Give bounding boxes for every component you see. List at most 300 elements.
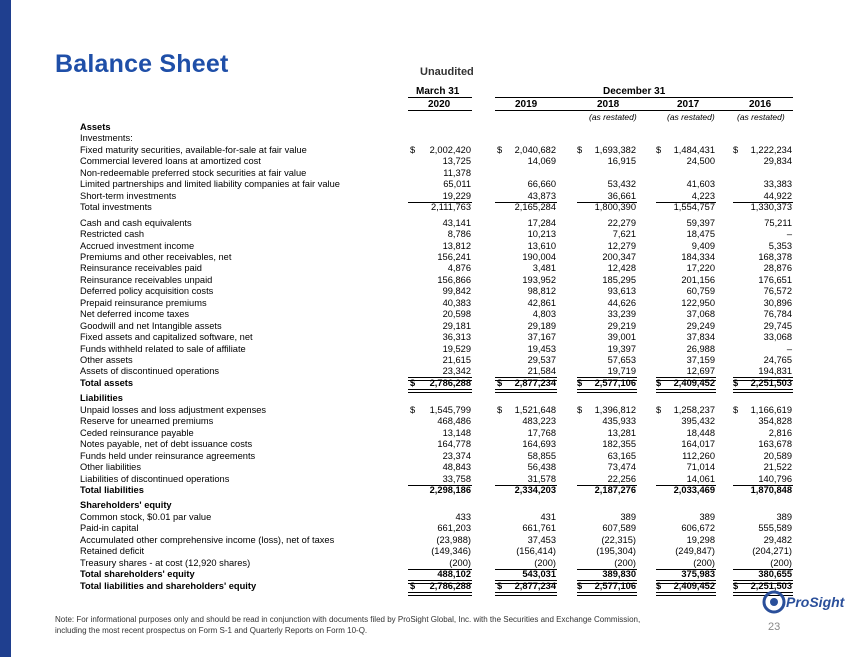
march31-underline <box>408 97 472 98</box>
value-cell: 13,281 <box>607 427 636 438</box>
prosight-logo <box>762 588 845 618</box>
value-cell: 17,768 <box>527 427 556 438</box>
row-label: Commercial levered loans at amortized cost <box>80 156 261 167</box>
table-row <box>0 252 850 263</box>
value-cell: 21,584 <box>527 366 556 377</box>
total-rule <box>656 377 716 381</box>
table-row <box>0 218 850 229</box>
value-cell: 24,500 <box>686 156 715 167</box>
value-cell: 661,761 <box>522 523 556 534</box>
value-cell: 2,111,763 <box>431 202 471 213</box>
value-cell: 140,796 <box>758 473 792 484</box>
currency-symbol: $ <box>497 404 503 415</box>
row-label: Liabilities <box>80 393 123 404</box>
value-cell: 57,653 <box>607 355 636 365</box>
value-cell: 71,014 <box>686 462 715 473</box>
value-cell: 18,448 <box>686 427 715 438</box>
value-cell: 433 <box>455 511 471 522</box>
value-cell: 2,577,106 <box>594 580 636 591</box>
value-cell: 1,693,382 <box>594 144 636 155</box>
row-label: Assets of discontinued operations <box>80 366 220 377</box>
value-cell: 168,378 <box>758 251 792 262</box>
value-cell: 37,068 <box>686 309 715 320</box>
total-rule <box>408 377 472 381</box>
value-cell: 389 <box>699 511 715 522</box>
currency-symbol: $ <box>656 144 662 155</box>
double-underline <box>495 389 557 393</box>
table-row <box>0 275 850 286</box>
value-cell: 29,537 <box>527 355 556 365</box>
value-cell: 389 <box>620 511 636 522</box>
value-cell: (22,315) <box>601 534 636 545</box>
value-cell: 606,672 <box>681 523 715 534</box>
table-row <box>0 462 850 473</box>
value-cell: 29,249 <box>686 320 715 331</box>
value-cell: 59,397 <box>686 217 715 228</box>
value-cell: 19,229 <box>442 190 471 201</box>
value-cell: 29,834 <box>763 156 792 167</box>
value-cell: 29,745 <box>763 320 792 331</box>
year-2017: 2017 <box>677 99 700 110</box>
unaudited-label: Unaudited <box>420 66 474 78</box>
value-cell: 30,896 <box>763 297 792 308</box>
page-title: Balance Sheet <box>55 50 229 78</box>
value-cell: 56,438 <box>527 462 556 473</box>
value-cell: 2,165,284 <box>514 202 556 213</box>
value-cell: 12,428 <box>607 263 636 274</box>
value-cell: 2,786,288 <box>429 377 471 388</box>
value-cell: 4,223 <box>691 190 715 201</box>
total-rule <box>408 580 472 584</box>
value-cell: 48,843 <box>442 462 471 473</box>
row-label: Funds held under reinsurance agreements <box>80 450 256 461</box>
value-cell: 37,167 <box>527 332 556 343</box>
row-label: Total investments <box>80 202 152 213</box>
restated-2017: (as restated) <box>667 112 715 122</box>
currency-symbol: $ <box>497 580 503 591</box>
table-row <box>0 156 850 167</box>
currency-symbol: $ <box>656 377 662 388</box>
row-label: Non-redeemable preferred stock securities at fair value <box>80 167 307 178</box>
currency-symbol: $ <box>497 377 503 388</box>
value-cell: 431 <box>540 511 556 522</box>
double-underline <box>656 389 716 393</box>
value-cell: 661,203 <box>437 523 471 534</box>
value-cell: 33,758 <box>442 473 471 484</box>
value-cell: 1,222,234 <box>750 144 792 155</box>
value-cell: 39,001 <box>607 332 636 343</box>
value-cell: 29,189 <box>527 320 556 331</box>
value-cell: 19,529 <box>442 343 471 354</box>
table-row <box>0 332 850 343</box>
currency-symbol: $ <box>733 144 739 155</box>
row-label: Reinsurance receivables unpaid <box>80 274 213 285</box>
value-cell: 194,831 <box>758 366 792 377</box>
value-cell: 73,474 <box>607 462 636 473</box>
row-label: Cash and cash equivalents <box>80 217 192 228</box>
currency-symbol: $ <box>577 377 583 388</box>
value-cell: 60,759 <box>686 286 715 297</box>
value-cell: 7,621 <box>612 229 636 240</box>
value-cell: 28,876 <box>763 263 792 274</box>
value-cell: 164,778 <box>437 439 471 450</box>
value-cell: 2,251,503 <box>750 580 792 591</box>
value-cell: 19,397 <box>607 343 636 354</box>
row-label: Premiums and other receivables, net <box>80 251 232 262</box>
value-cell: 1,330,373 <box>750 202 792 213</box>
table-row <box>0 405 850 416</box>
total-rule <box>495 580 557 584</box>
row-label: Paid-in capital <box>80 523 139 534</box>
value-cell: 1,521,648 <box>514 404 556 415</box>
value-cell: 389 <box>776 511 792 522</box>
value-cell: 42,861 <box>527 297 556 308</box>
value-cell: 468,486 <box>437 416 471 427</box>
row-label: Accumulated other comprehensive income (loss), net of taxes <box>80 534 335 545</box>
value-cell: 1,800,390 <box>594 202 636 213</box>
value-cell: 31,578 <box>527 473 556 484</box>
restated-2018: (as restated) <box>589 112 637 122</box>
total-rule <box>577 377 637 381</box>
value-cell: 16,915 <box>607 156 636 167</box>
row-label: Other liabilities <box>80 462 141 473</box>
value-cell: 41,603 <box>686 179 715 190</box>
value-cell: 190,004 <box>522 251 556 262</box>
value-cell: 164,017 <box>681 439 715 450</box>
row-label: Common stock, $0.01 par value <box>80 511 212 522</box>
value-cell: 75,211 <box>764 217 792 228</box>
value-cell: 26,988 <box>686 343 715 354</box>
value-cell: 29,482 <box>763 534 792 545</box>
logo-text: ProSight <box>786 594 845 610</box>
value-cell: 122,950 <box>681 297 715 308</box>
value-cell: 33,239 <box>607 309 636 320</box>
value-cell: 555,589 <box>758 523 792 534</box>
value-cell: 156,866 <box>437 274 471 285</box>
value-cell: 33,068 <box>763 332 792 343</box>
row-label: Investments: <box>80 133 133 144</box>
currency-symbol: $ <box>410 377 416 388</box>
value-cell: 389,830 <box>602 569 636 580</box>
value-cell: 76,784 <box>763 309 792 320</box>
year-2016: 2016 <box>749 99 772 110</box>
value-cell: (200) <box>693 557 715 568</box>
year-2018: 2018 <box>597 99 620 110</box>
currency-symbol: $ <box>577 144 583 155</box>
value-cell: 37,159 <box>686 355 715 365</box>
currency-symbol: $ <box>577 580 583 591</box>
row-label: Total shareholders' equity <box>80 569 195 580</box>
value-cell: 2,002,420 <box>429 144 471 155</box>
table-row <box>0 569 850 580</box>
year-2020: 2020 <box>428 99 451 110</box>
currency-symbol: $ <box>497 144 503 155</box>
table-row <box>0 500 850 511</box>
row-label: Retained deficit <box>80 546 145 557</box>
row-label: Total assets <box>80 377 134 388</box>
value-cell: 1,554,757 <box>673 202 715 213</box>
value-cell: 24,765 <box>763 355 792 365</box>
row-label: Total liabilities and shareholders' equity <box>80 580 257 591</box>
value-cell: (249,847) <box>675 546 715 557</box>
year-underline-dec <box>495 110 793 111</box>
row-label: Restricted cash <box>80 229 145 240</box>
row-label: Other assets <box>80 355 133 365</box>
total-rule <box>577 580 637 584</box>
double-underline <box>577 592 637 596</box>
value-cell: 200,347 <box>602 251 636 262</box>
row-label: Liabilities of discontinued operations <box>80 473 230 484</box>
value-cell: 2,786,288 <box>429 580 471 591</box>
table-row <box>0 393 850 404</box>
value-cell: 21,615 <box>442 355 471 365</box>
value-cell: 65,011 <box>443 179 471 190</box>
row-label: Assets <box>80 122 111 132</box>
table-row <box>0 263 850 274</box>
table-row <box>0 366 850 377</box>
value-cell: (149,346) <box>431 546 471 557</box>
value-cell: 20,598 <box>442 309 471 320</box>
value-cell: 2,409,452 <box>673 377 715 388</box>
value-cell: 2,033,469 <box>673 484 715 495</box>
value-cell: 13,148 <box>442 427 471 438</box>
total-rule <box>495 377 557 381</box>
value-cell: (200) <box>614 557 636 568</box>
table-row <box>0 428 850 439</box>
table-row <box>0 122 850 133</box>
row-label: Total liabilities <box>80 484 144 495</box>
value-cell: 483,223 <box>522 416 556 427</box>
row-label: Treasury shares - at cost (12,920 shares) <box>80 557 251 568</box>
double-underline <box>656 592 716 596</box>
total-rule <box>733 580 793 584</box>
table-row <box>0 451 850 462</box>
value-cell: 29,219 <box>607 320 636 331</box>
value-cell: 21,522 <box>763 462 792 473</box>
table-row <box>0 535 850 546</box>
value-cell: 10,213 <box>527 229 556 240</box>
currency-symbol: $ <box>656 404 662 415</box>
table-row <box>0 321 850 332</box>
value-cell: 14,069 <box>527 156 556 167</box>
value-cell: 607,589 <box>602 523 636 534</box>
value-cell: 201,156 <box>681 274 715 285</box>
value-cell: 176,651 <box>758 274 792 285</box>
value-cell: 23,374 <box>442 450 471 461</box>
value-cell: 2,877,234 <box>514 580 556 591</box>
year-underline-2020 <box>408 110 472 111</box>
table-row <box>0 168 850 179</box>
value-cell: 93,613 <box>607 286 636 297</box>
value-cell: 11,378 <box>443 167 471 178</box>
double-underline <box>733 389 793 393</box>
table-row <box>0 512 850 523</box>
table-row <box>0 179 850 190</box>
row-label: Reinsurance receivables paid <box>80 263 202 274</box>
table-row <box>0 558 850 569</box>
value-cell: 17,220 <box>686 263 715 274</box>
value-cell: 4,803 <box>532 309 556 320</box>
value-cell: 1,545,799 <box>429 404 471 415</box>
value-cell: 1,258,237 <box>673 404 715 415</box>
value-cell: 13,610 <box>527 240 556 251</box>
row-label: Ceded reinsurance payable <box>80 427 194 438</box>
year-2019: 2019 <box>515 99 538 110</box>
value-cell: 33,383 <box>763 179 792 190</box>
value-cell: 13,725 <box>442 156 471 167</box>
value-cell: (195,304) <box>596 546 636 557</box>
row-label: Goodwill and net Intangible assets <box>80 320 222 331</box>
value-cell: (204,271) <box>752 546 792 557</box>
row-label: Fixed maturity securities, available-for-sale at fair value <box>80 144 307 155</box>
value-cell: 184,334 <box>681 251 715 262</box>
double-underline <box>408 389 472 393</box>
table-row <box>0 145 850 156</box>
table-row <box>0 546 850 557</box>
table-row <box>0 344 850 355</box>
value-cell: 2,187,276 <box>594 484 636 495</box>
currency-symbol: $ <box>733 580 739 591</box>
value-cell: 43,873 <box>527 190 556 201</box>
table-row <box>0 355 850 366</box>
value-cell: 156,241 <box>437 251 471 262</box>
value-cell: 23,342 <box>442 366 471 377</box>
table-row <box>0 309 850 320</box>
value-cell: (156,414) <box>516 546 556 557</box>
row-label: Fixed assets and capitalized software, net <box>80 332 253 343</box>
table-row <box>0 202 850 213</box>
value-cell: 185,295 <box>602 274 636 285</box>
footnote: Note: For informational purposes only and should be read in conjunction with documents filed by ProSight Global, Inc. with the Securities and Exchange Commission, including the most recent prospectus on Form S-1 and Quarterly Reports on Form 10-Q. <box>55 615 641 635</box>
value-cell: 2,334,203 <box>514 484 556 495</box>
value-cell: 18,475 <box>686 229 715 240</box>
value-cell: – <box>786 229 792 240</box>
value-cell: 375,983 <box>681 569 715 580</box>
march31-header: March 31 <box>416 86 460 97</box>
table-row <box>0 229 850 240</box>
value-cell: 2,409,452 <box>673 580 715 591</box>
value-cell: 488,102 <box>437 569 471 580</box>
value-cell: 1,870,848 <box>750 484 792 495</box>
value-cell: 395,432 <box>681 416 715 427</box>
value-cell: 98,812 <box>527 286 556 297</box>
value-cell: 13,812 <box>442 240 471 251</box>
value-cell: – <box>786 343 792 354</box>
table-row <box>0 298 850 309</box>
value-cell: 99,842 <box>442 286 471 297</box>
row-label: Short-term investments <box>80 190 177 201</box>
total-rule <box>656 580 716 584</box>
value-cell: 29,181 <box>442 320 471 331</box>
value-cell: 163,678 <box>758 439 792 450</box>
value-cell: 37,453 <box>527 534 556 545</box>
value-cell: 2,577,106 <box>594 377 636 388</box>
currency-symbol: $ <box>656 580 662 591</box>
december31-header: December 31 <box>603 86 666 97</box>
value-cell: 44,626 <box>607 297 636 308</box>
value-cell: 182,355 <box>602 439 636 450</box>
value-cell: 5,353 <box>768 240 792 251</box>
currency-symbol: $ <box>733 404 739 415</box>
logo-mark-icon <box>762 590 786 614</box>
value-cell: 2,298,186 <box>429 484 471 495</box>
value-cell: 36,313 <box>442 332 471 343</box>
row-label: Unpaid losses and loss adjustment expenses <box>80 404 267 415</box>
restated-2016: (as restated) <box>737 112 785 122</box>
value-cell: (200) <box>770 557 792 568</box>
table-row <box>0 241 850 252</box>
row-label: Net deferred income taxes <box>80 309 190 320</box>
value-cell: 22,256 <box>607 473 636 484</box>
double-underline <box>408 592 472 596</box>
value-cell: 12,697 <box>686 366 715 377</box>
value-cell: 22,279 <box>607 217 636 228</box>
value-cell: 2,816 <box>768 427 792 438</box>
value-cell: 2,877,234 <box>514 377 556 388</box>
value-cell: 44,922 <box>763 190 792 201</box>
table-row <box>0 474 850 485</box>
value-cell: 193,952 <box>522 274 556 285</box>
page-number: 23 <box>768 621 781 633</box>
value-cell: 3,481 <box>532 263 556 274</box>
currency-symbol: $ <box>577 404 583 415</box>
value-cell: 58,855 <box>527 450 556 461</box>
value-cell: 1,166,619 <box>750 404 792 415</box>
row-label: Deferred policy acquisition costs <box>80 286 214 297</box>
value-cell: 14,061 <box>686 473 715 484</box>
value-cell: 63,165 <box>607 450 636 461</box>
double-underline <box>577 389 637 393</box>
double-underline <box>495 592 557 596</box>
value-cell: 53,432 <box>607 179 636 190</box>
value-cell: 435,933 <box>602 416 636 427</box>
value-cell: 1,396,812 <box>594 404 636 415</box>
currency-symbol: $ <box>410 404 416 415</box>
table-row <box>0 416 850 427</box>
value-cell: 66,660 <box>527 179 556 190</box>
value-cell: 12,279 <box>607 240 636 251</box>
value-cell: 76,572 <box>763 286 792 297</box>
value-cell: 17,284 <box>527 217 556 228</box>
row-label: Prepaid reinsurance premiums <box>80 297 207 308</box>
row-label: Accrued investment income <box>80 240 195 251</box>
row-label: Notes payable, net of debt issuance costs <box>80 439 253 450</box>
currency-symbol: $ <box>410 580 416 591</box>
row-label: Shareholders' equity <box>80 500 172 511</box>
value-cell: 9,409 <box>691 240 715 251</box>
value-cell: 164,693 <box>522 439 556 450</box>
value-cell: (200) <box>449 557 471 568</box>
currency-symbol: $ <box>733 377 739 388</box>
value-cell: 37,834 <box>686 332 715 343</box>
value-cell: (200) <box>534 557 556 568</box>
value-cell: (23,988) <box>436 534 471 545</box>
currency-symbol: $ <box>410 144 416 155</box>
row-label: Reserve for unearned premiums <box>80 416 214 427</box>
value-cell: 36,661 <box>607 190 636 201</box>
value-cell: 2,251,503 <box>750 377 792 388</box>
table-row <box>0 286 850 297</box>
value-cell: 2,040,682 <box>514 144 556 155</box>
value-cell: 19,298 <box>686 534 715 545</box>
value-cell: 380,655 <box>758 569 792 580</box>
december31-underline <box>495 97 793 98</box>
row-label: Funds withheld related to sale of affiliate <box>80 343 246 354</box>
value-cell: 4,876 <box>447 263 471 274</box>
total-rule <box>733 377 793 381</box>
table-row <box>0 439 850 450</box>
value-cell: 354,828 <box>758 416 792 427</box>
